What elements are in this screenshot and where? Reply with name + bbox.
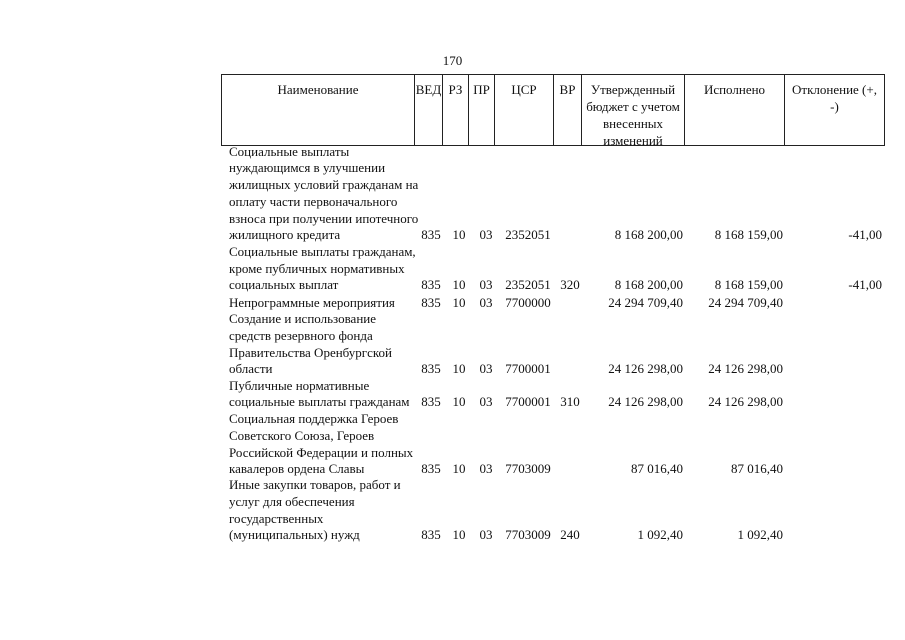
header-name: Наименование (222, 75, 415, 145)
row-approved: 87 016,40 (631, 461, 683, 477)
row-ved: 835 (421, 361, 441, 377)
row-rz: 10 (452, 527, 466, 543)
header-rz: РЗ (443, 75, 469, 145)
row-name: Социальные выплаты гражданам, кроме публичных нормативных социальных выплат (229, 243, 416, 293)
row-approved: 1 092,40 (637, 527, 683, 543)
row-approved: 8 168 200,00 (614, 277, 683, 293)
header-pr: ПР (469, 75, 495, 145)
row-approved: 8 168 200,00 (614, 227, 683, 243)
header-approved: Утвержденный бюджет с учетом внесенных изменений (582, 75, 685, 145)
row-name: Социальные выплаты нуждающимся в улучшении жилищных условий гражданам на оплату части первоначального взноса при получении ипотечного жилищного кредита (229, 143, 419, 243)
row-rz: 10 (452, 361, 466, 377)
row-executed: 87 016,40 (731, 461, 783, 477)
header-deviation: Отклонение (+, -) (792, 82, 877, 114)
row-csr: 7700000 (505, 295, 551, 311)
row-ved: 835 (421, 277, 441, 293)
row-name: Иные закупки товаров, работ и услуг для обеспечения государственных (муниципальных) нужд (229, 477, 401, 543)
row-pr: 03 (479, 361, 493, 377)
table-row (221, 311, 885, 378)
row-ved: 835 (421, 295, 441, 311)
row-name: Непрограммные мероприятия (229, 295, 395, 311)
row-executed: 8 168 159,00 (714, 227, 783, 243)
row-csr: 7703009 (505, 527, 551, 543)
row-csr: 2352051 (505, 227, 551, 243)
row-executed: 24 294 709,40 (708, 295, 783, 311)
row-executed: 8 168 159,00 (714, 277, 783, 293)
row-executed: 1 092,40 (737, 527, 783, 543)
row-executed: 24 126 298,00 (708, 394, 783, 410)
header-vr: ВР (554, 75, 582, 145)
row-pr: 03 (479, 277, 493, 293)
row-ved: 835 (421, 461, 441, 477)
row-name: Социальная поддержка Героев Советского Союза, Героев Российской Федерации и полных кавалеров ордена Славы (229, 411, 414, 477)
header-executed: Исполнено (685, 75, 785, 145)
row-csr: 7703009 (505, 461, 551, 477)
row-ved: 835 (421, 394, 441, 410)
table-row (221, 477, 885, 544)
table-row (221, 411, 885, 478)
row-pr: 03 (479, 295, 493, 311)
row-name: Создание и использование средств резервного фонда Правительства Оренбургской области (229, 311, 393, 377)
table-row (221, 243, 885, 294)
table-row (221, 294, 885, 312)
table-header (221, 74, 885, 146)
row-ved: 835 (421, 527, 441, 543)
row-approved: 24 294 709,40 (608, 295, 683, 311)
header-ved: ВЕД (415, 75, 443, 145)
row-csr: 2352051 (505, 277, 551, 293)
row-csr: 7700001 (505, 394, 551, 410)
row-rz: 10 (452, 394, 466, 410)
row-rz: 10 (452, 295, 466, 311)
header-csr: ЦСР (495, 75, 554, 145)
row-vr: 310 (560, 394, 580, 410)
row-csr: 7700001 (505, 361, 551, 377)
row-pr: 03 (479, 227, 493, 243)
row-pr: 03 (479, 527, 493, 543)
page-number: 170 (442, 53, 463, 68)
row-pr: 03 (479, 394, 493, 410)
row-executed: 24 126 298,00 (708, 361, 783, 377)
row-deviation: -41,00 (848, 277, 882, 293)
table-row (221, 143, 885, 244)
row-vr: 320 (560, 277, 580, 293)
row-name: Публичные нормативные социальные выплаты гражданам (229, 377, 410, 410)
row-pr: 03 (479, 461, 493, 477)
table-row (221, 377, 885, 411)
row-rz: 10 (452, 227, 466, 243)
row-deviation: -41,00 (848, 227, 882, 243)
row-ved: 835 (421, 227, 441, 243)
row-vr: 240 (560, 527, 580, 543)
row-rz: 10 (452, 277, 466, 293)
row-approved: 24 126 298,00 (608, 394, 683, 410)
row-approved: 24 126 298,00 (608, 361, 683, 377)
row-rz: 10 (452, 461, 466, 477)
